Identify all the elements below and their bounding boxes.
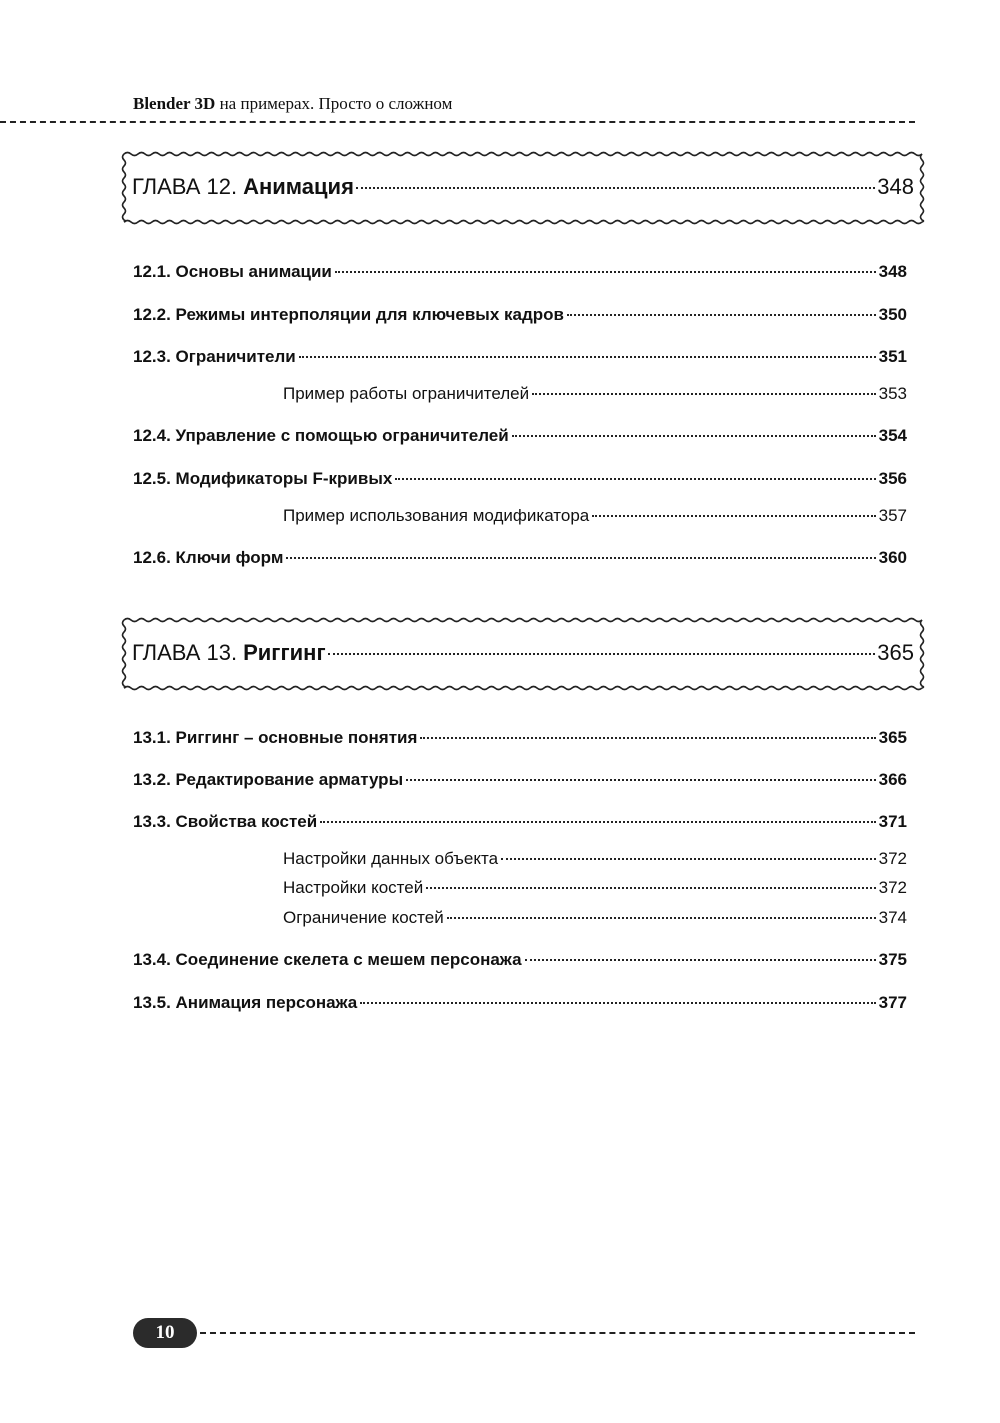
chapter-prefix: ГЛАВА 13.	[132, 640, 238, 665]
toc-entry-label: 12.2. Режимы интерполяции для ключевых кадров	[133, 305, 564, 324]
toc-entry-label: 13.2. Редактирование арматуры	[133, 770, 404, 789]
toc-subentry[interactable]	[283, 908, 907, 928]
toc-entry[interactable]	[133, 548, 907, 568]
chapter-13-heading	[118, 614, 928, 694]
dot-leader	[320, 821, 875, 823]
toc-entry[interactable]	[133, 993, 907, 1013]
toc-entry[interactable]	[133, 347, 907, 367]
toc-subentry[interactable]	[283, 878, 907, 898]
toc-entry-label: 12.5. Модификаторы F-кривых	[133, 469, 393, 488]
toc-entry-page: 375	[878, 950, 907, 969]
dot-leader	[567, 314, 876, 316]
footer-divider	[200, 1332, 915, 1334]
dot-leader	[592, 515, 875, 517]
toc-entry[interactable]	[133, 305, 907, 325]
dot-leader	[501, 858, 876, 860]
header-divider	[0, 121, 915, 123]
toc-entry-label: Настройки костей	[283, 878, 424, 897]
toc-entry-label: Пример использования модификатора	[283, 506, 590, 525]
dot-leader	[426, 887, 875, 889]
dot-leader	[512, 435, 876, 437]
toc-entry-page: 348	[878, 262, 907, 281]
toc-entry-page: 371	[878, 812, 907, 831]
toc-entry[interactable]	[133, 770, 907, 790]
dot-leader	[532, 393, 876, 395]
toc-entry-page: 366	[878, 770, 907, 789]
toc-entry-label: 13.3. Свойства костей	[133, 812, 318, 831]
page-number: 10	[155, 1322, 175, 1343]
dot-leader	[406, 779, 876, 781]
chapter-page: 348	[877, 174, 914, 199]
toc-entry[interactable]	[133, 728, 907, 748]
toc-subentry[interactable]	[283, 506, 907, 526]
page-number-badge	[133, 1318, 197, 1348]
toc-entry-label: Ограничение костей	[283, 908, 444, 927]
toc-entry-label: 12.4. Управление с помощью ограничителей	[133, 426, 509, 445]
toc-entry-page: 350	[878, 305, 907, 324]
running-header	[133, 94, 452, 114]
chapter-prefix: ГЛАВА 12.	[132, 174, 238, 199]
toc-entry-page: 372	[878, 849, 907, 868]
chapter-title: Риггинг	[243, 640, 326, 665]
toc-entry-page: 377	[878, 993, 907, 1012]
toc-subentry[interactable]	[283, 384, 907, 404]
toc-entry-page: 353	[878, 384, 907, 403]
toc-subentry[interactable]	[283, 849, 907, 869]
toc-entry[interactable]	[133, 812, 907, 832]
toc-entry-page: 360	[878, 548, 907, 567]
toc-entry-page: 374	[878, 908, 907, 927]
toc-entry-label: 12.3. Ограничители	[133, 347, 296, 366]
chapter-title-line[interactable]	[132, 174, 914, 202]
chapter-title: Анимация	[243, 174, 354, 199]
chapter-page: 365	[877, 640, 914, 665]
dot-leader	[525, 959, 876, 961]
toc-entry[interactable]	[133, 950, 907, 970]
toc-entry-label: 13.4. Соединение скелета с мешем персонажа	[133, 950, 522, 969]
book-brand: Blender 3D	[133, 94, 216, 113]
toc-entry-label: 12.6. Ключи форм	[133, 548, 284, 567]
chapter-title-line[interactable]	[132, 640, 914, 668]
dot-leader	[356, 187, 875, 189]
toc-entry-label: Пример работы ограничителей	[283, 384, 530, 403]
dot-leader	[447, 917, 876, 919]
dot-leader	[335, 271, 876, 273]
chapter-12-heading	[118, 148, 928, 228]
toc-entry-label: 12.1. Основы анимации	[133, 262, 332, 281]
toc-entry-page: 357	[878, 506, 907, 525]
toc-entry-page: 365	[878, 728, 907, 747]
dot-leader	[299, 356, 876, 358]
toc-entry-page: 372	[878, 878, 907, 897]
toc-entry-label: 13.1. Риггинг – основные понятия	[133, 728, 418, 747]
toc-entry-label: Настройки данных объекта	[283, 849, 499, 868]
toc-entry[interactable]	[133, 469, 907, 489]
dot-leader	[395, 478, 875, 480]
toc-entry-page: 354	[878, 426, 907, 445]
toc-entry-page: 351	[878, 347, 907, 366]
toc-entry[interactable]	[133, 426, 907, 446]
toc-entry-page: 356	[878, 469, 907, 488]
toc-entry-label: 13.5. Анимация персонажа	[133, 993, 358, 1012]
toc-entry[interactable]	[133, 262, 907, 282]
dot-leader	[420, 737, 875, 739]
dot-leader	[286, 557, 875, 559]
dot-leader	[328, 653, 876, 655]
dot-leader	[360, 1002, 875, 1004]
book-subtitle: на примерах. Просто о сложном	[219, 94, 453, 113]
